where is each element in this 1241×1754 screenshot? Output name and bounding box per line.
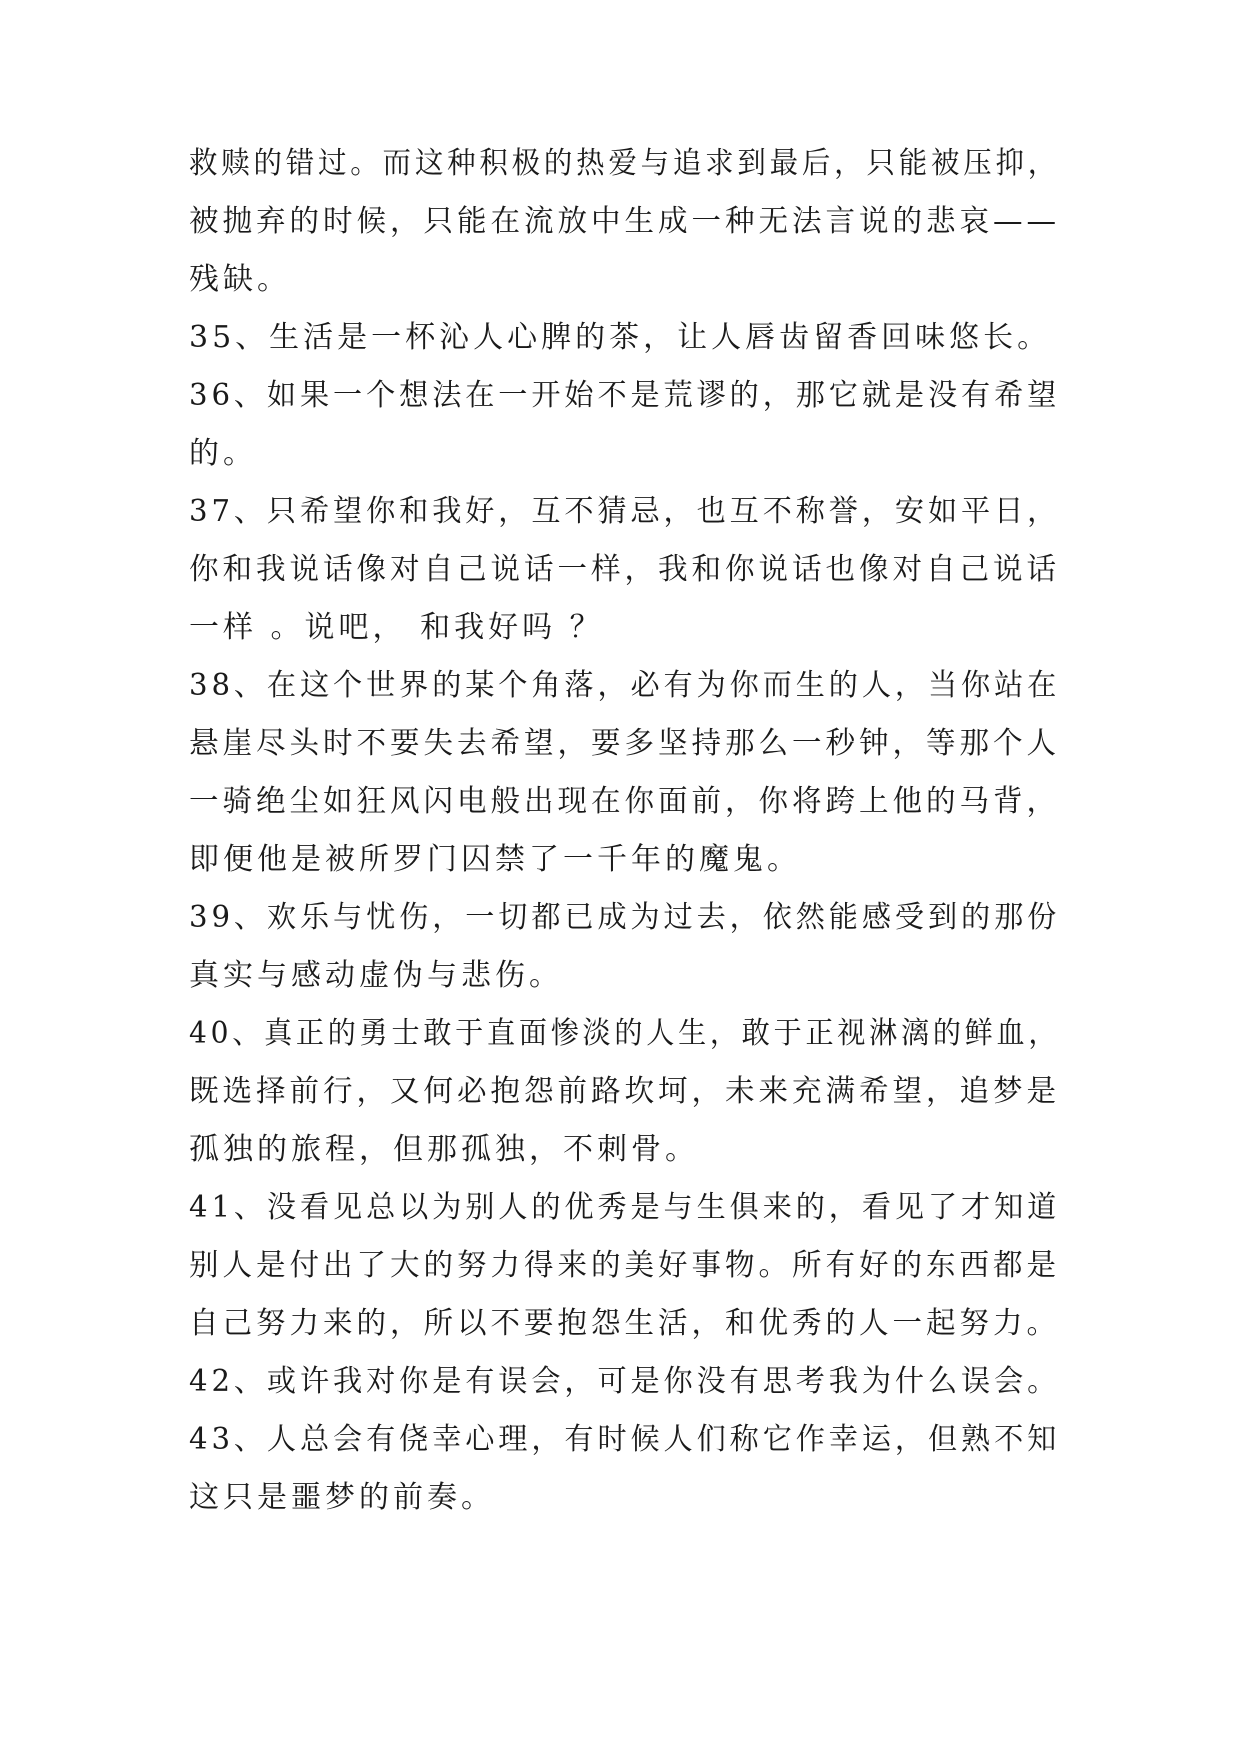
text-line: 既选择前行，又何必抱怨前路坎坷，未来充满希望，追梦是 (189, 1074, 1061, 1109)
text-line: 38、在这个世界的某个角落，必有为你而生的人，当你站在 (189, 668, 1061, 703)
text-line: 39、欢乐与忧伤，一切都已成为过去，依然能感受到的那份 (189, 900, 1061, 935)
text-line: 41、没看见总以为别人的优秀是与生俱来的，看见了才知道 (189, 1190, 1061, 1225)
text-line: 37、只希望你和我好，互不猜忌，也互不称誉，安如平日， (189, 494, 1061, 529)
text-line: 的。 (189, 436, 257, 471)
text-line: 即便他是被所罗门囚禁了一千年的魔鬼。 (189, 842, 801, 877)
text-line: 一样 。说吧， 和我好吗 ？ (189, 610, 604, 645)
text-line: 43、人总会有侥幸心理，有时候人们称它作幸运，但熟不知 (189, 1422, 1061, 1457)
text-line: 一骑绝尘如狂风闪电般出现在你面前，你将跨上他的马背， (189, 784, 1061, 819)
text-line: 悬崖尽头时不要失去希望，要多坚持那么一秒钟，等那个人 (189, 726, 1061, 761)
text-line: 真实与感动虚伪与悲伤。 (189, 958, 563, 993)
text-line: 残缺。 (189, 262, 291, 297)
text-line: 42、或许我对你是有误会，可是你没有思考我为什么误会。 (189, 1364, 1061, 1399)
text-line: 35、生活是一杯沁人心脾的茶，让人唇齿留香回味悠长。 (189, 320, 1052, 355)
text-line: 36、如果一个想法在一开始不是荒谬的，那它就是没有希望 (189, 378, 1061, 413)
text-line: 被抛弃的时候，只能在流放中生成一种无法言说的悲哀—— (189, 204, 1061, 239)
text-line: 40、真正的勇士敢于直面惨淡的人生，敢于正视淋漓的鲜血， (189, 1016, 1061, 1051)
text-line: 孤独的旅程，但那孤独，不刺骨。 (189, 1132, 699, 1167)
text-line: 你和我说话像对自己说话一样，我和你说话也像对自己说话 (189, 552, 1061, 587)
text-line: 自己努力来的，所以不要抱怨生活，和优秀的人一起努力。 (189, 1306, 1061, 1341)
text-line: 别人是付出了大的努力得来的美好事物。所有好的东西都是 (189, 1248, 1061, 1283)
text-line: 救赎的错过。而这种积极的热爱与追求到最后，只能被压抑， (189, 146, 1060, 181)
text-line: 这只是噩梦的前奏。 (189, 1480, 495, 1515)
